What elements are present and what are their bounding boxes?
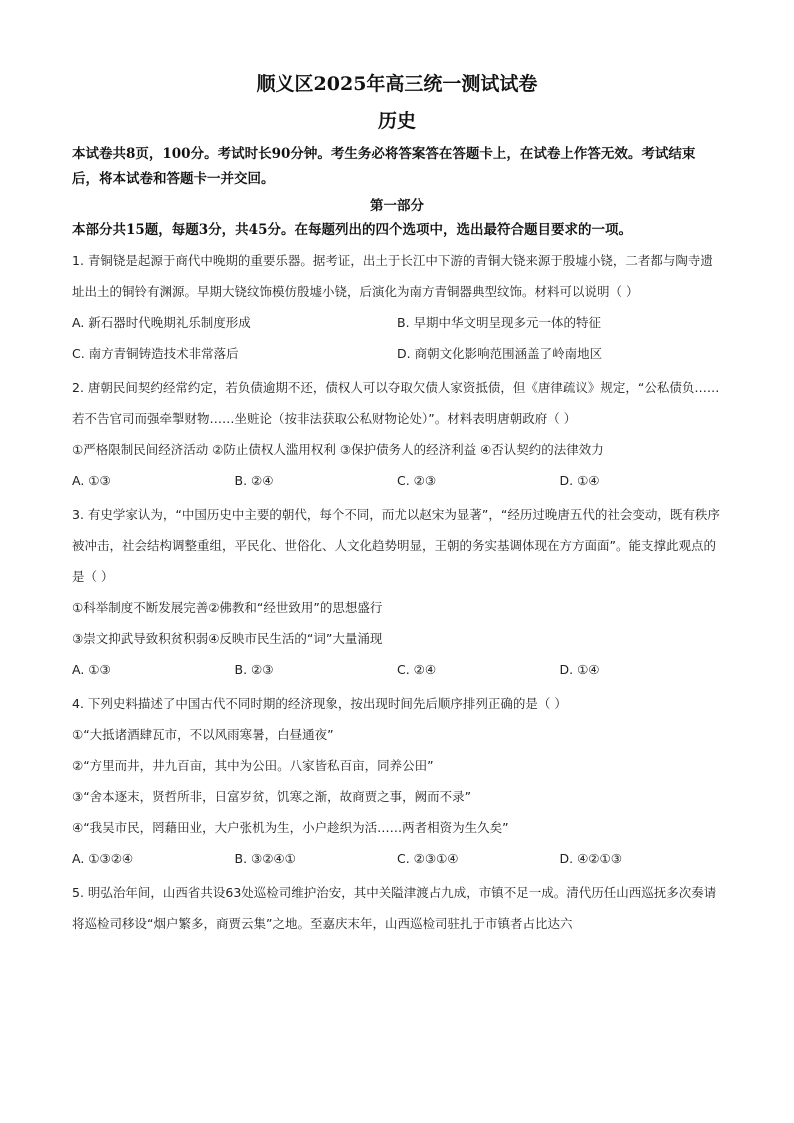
exam-title: 顺义区2025年高三统一测试试卷 <box>256 73 538 95</box>
option-d: D. ④②①③ <box>559 851 622 866</box>
option-c: C. ②③①④ <box>397 851 459 866</box>
option-list <box>72 307 722 369</box>
section-intro: 本部分共15题，每题3分，共45分。在每题列出的四个选项中，选出最符合题目要求的一项。 <box>72 222 632 238</box>
exam-notice: 本试卷共8页，100分。考试时长90分钟。考生务必将答案答在答题卡上，在试卷上作答无效。考试结束后，将本试卷和答题卡一并交回。 <box>72 146 696 187</box>
option-d: D. 商朝文化影响范围涵盖了岭南地区 <box>397 346 603 361</box>
option-c: C. ②③ <box>397 473 437 488</box>
source-quote: ③“舍本逐末，贤哲所非，日富岁贫，饥寒之渐，故商贾之事，阙而不录” <box>72 789 472 804</box>
question-3 <box>72 499 722 685</box>
option-b: B. ②③ <box>234 662 274 677</box>
question-2 <box>72 372 722 496</box>
question-stem: 1. 青铜铙是起源于商代中晚期的重要乐器。据考证，出土于长江中下游的青铜大铙来源于殷墟小铙，二者都与陶寺遗址出土的铜铃有渊源。早期大铙纹饰模仿殷墟小铙，后演化为南方青铜器典型纹饰。材料可以说明（ ） <box>72 253 713 299</box>
option-a: A. 新石器时代晚期礼乐制度形成 <box>72 315 251 330</box>
option-list <box>72 843 722 874</box>
source-quote: ②“方里而井，井九百亩，其中为公田。八家皆私百亩，同养公田” <box>72 758 434 773</box>
option-list <box>72 465 722 496</box>
question-4 <box>72 688 722 874</box>
question-stem: 3. 有史学家认为，“中国历史中主要的朝代，每个不同，而尤以赵宋为显著”，“经历过晚唐五代的社会变动，既有秩序被冲击，社会结构调整重组，平民化、世俗化、人文化趋势明显，王朝的务实基调体现在方方面面”。能支撑此观点的是（ ） <box>72 507 720 584</box>
question-stem: 2. 唐朝民间契约经常约定，若负债逾期不还，债权人可以夺取欠债人家资抵债，但《唐律疏议》规定，“公私债负……若不告官司而强牵掣财物……坐赃论（按非法获取公私财物论处）”。材料表明唐朝政府（ ） <box>72 380 720 426</box>
question-stem: 4. 下列史料描述了中国古代不同时期的经济现象，按出现时间先后顺序排列正确的是（ ） <box>72 696 567 711</box>
question-1 <box>72 245 722 369</box>
option-c: C. 南方青铜铸造技术非常落后 <box>72 346 239 361</box>
statement-line: ③崇文抑武导致积贫积弱④反映市民生活的“词”大量涌现 <box>72 631 383 646</box>
section-title: 第一部分 <box>370 198 424 214</box>
question-stem: 5. 明弘治年间，山西省共设63处巡检司维护治安，其中关隘津渡占九成，市镇不足一成。清代历任山西巡抚多次奏请将巡检司移设“烟户繁多，商贾云集”之地。至嘉庆末年，山西巡检司驻扎于市镇者占比达六 <box>72 885 717 931</box>
option-list <box>72 654 722 685</box>
option-d: D. ①④ <box>559 662 600 677</box>
question-5 <box>72 877 722 939</box>
statement-line: ①科举制度不断发展完善②佛教和“经世致用”的思想盛行 <box>72 600 383 615</box>
source-quote: ④“我吴市民，罔藉田业，大户张机为生，小户趁织为活……两者相资为生久矣” <box>72 820 509 835</box>
subject-title: 历史 <box>377 110 416 132</box>
option-c: C. ②④ <box>397 662 437 677</box>
source-quote: ①“大抵诸酒肆瓦市，不以风雨寒暑，白昼通夜” <box>72 727 334 742</box>
option-d: D. ①④ <box>559 473 600 488</box>
option-a: A. ①③②④ <box>72 851 134 866</box>
option-a: A. ①③ <box>72 662 111 677</box>
option-b: B. ③②④① <box>234 851 296 866</box>
option-a: A. ①③ <box>72 473 111 488</box>
statement-line: ①严格限制民间经济活动 ②防止债权人滥用权利 ③保护债务人的经济利益 ④否认契约的法律效力 <box>72 442 604 457</box>
option-b: B. 早期中华文明呈现多元一体的特征 <box>397 315 602 330</box>
option-b: B. ②④ <box>234 473 274 488</box>
